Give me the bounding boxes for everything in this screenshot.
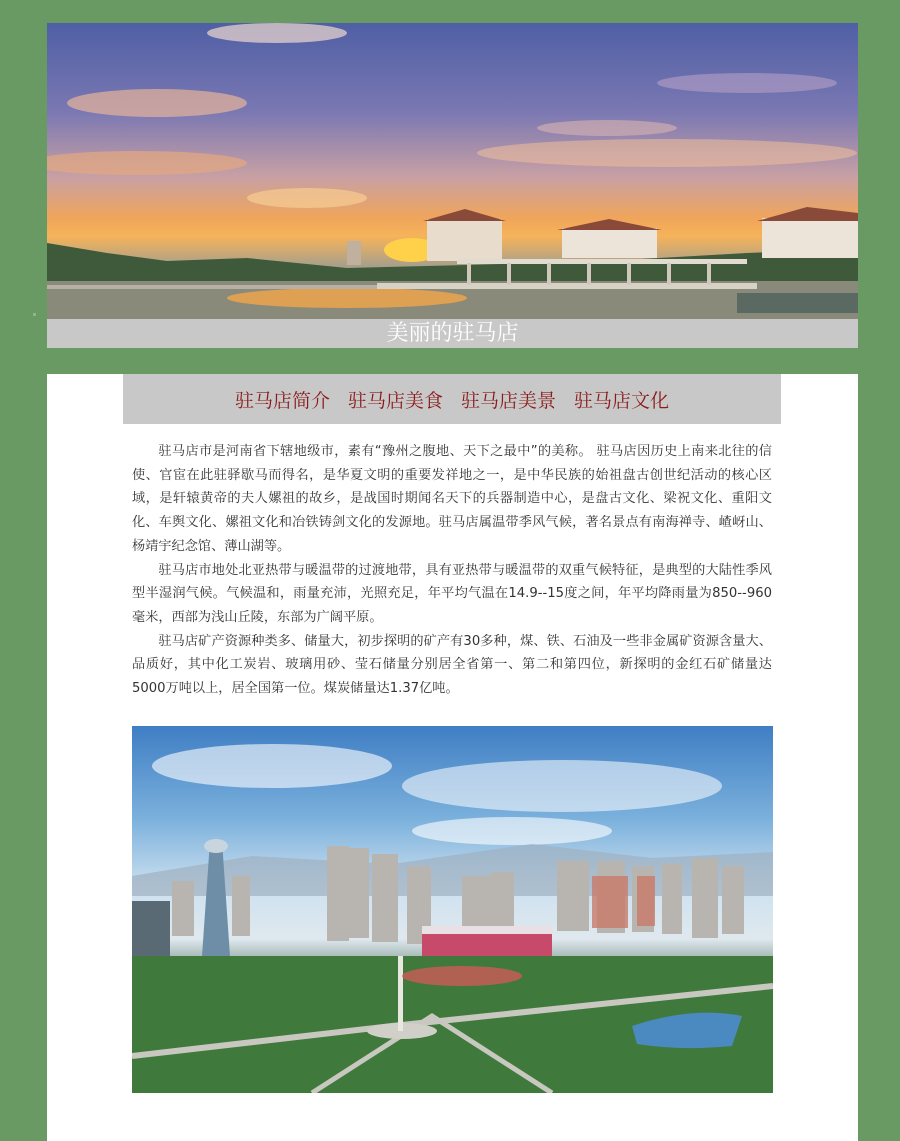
decorative-dot — [33, 313, 36, 316]
nav-item-intro[interactable]: 驻马店简介 — [234, 389, 330, 412]
banner — [47, 23, 858, 348]
intro-paragraph: 驻马店市是河南省下辖地级市，素有“豫州之腹地、天下之最中”的美称。 驻马店因历史上南来北往的信使、官宦在此驻驿歇马而得名，是华夏文明的重要发祥地之一，是中华民族的始祖盘古创世纪活动的核心区域，是轩辕黄帝的夫人嫘祖的故乡，是战国时期闻名天下的兵器制造中心，是盘古文化、梁祝文化、重阳文化、车舆文化、嫘祖文化和冶铁铸剑文化的发源地。驻马店属温带季风气候，著名景点有南海禅寺、嵖岈山、杨靖宇纪念馆、薄山湖等。 — [132, 444, 772, 554]
nav-item-food[interactable]: 驻马店美食 — [347, 389, 443, 412]
nav-item-scenery[interactable]: 驻马店美景 — [461, 389, 557, 412]
intro-text — [132, 440, 772, 701]
nav-bar — [123, 374, 781, 424]
banner-caption: 美丽的驻马店 — [47, 319, 858, 348]
intro-paragraph: 驻马店矿产资源种类多、储量大，初步探明的矿产有30多种，煤、铁、石油及一些非金属矿资源含量大、品质好，其中化工炭岩、玻璃用砂、莹石储量分别居全省第一、第二和第四位，新探明的金红石矿储量达5000万吨以上，居全国第一位。煤炭储量达1.37亿吨。 — [132, 633, 772, 697]
nav-item-culture[interactable]: 驻马店文化 — [574, 389, 670, 412]
content-panel — [47, 374, 858, 1141]
city-skyline-photo — [132, 726, 773, 1093]
intro-paragraph: 驻马店市地处北亚热带与暖温带的过渡地带，具有亚热带与暖温带的双重气候特征，是典型的大陆性季风型半湿润气候。气候温和，雨量充沛，光照充足，年平均气温在14.9--15度之间，年平均降雨量为850--960毫米，西部为浅山丘陵，东部为广阔平原。 — [132, 562, 772, 625]
sunset-lake-photo — [47, 23, 858, 319]
